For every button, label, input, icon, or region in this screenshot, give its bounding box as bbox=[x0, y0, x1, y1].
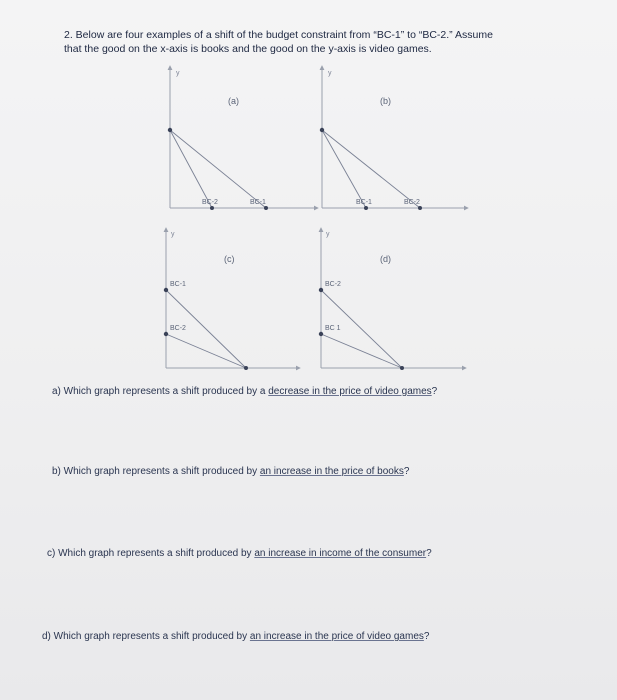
graph-a bbox=[168, 66, 318, 210]
graph-b-point-outer bbox=[418, 206, 422, 210]
graph-b-point-inner bbox=[364, 206, 368, 210]
graph-d-line-label-1: BC-2 bbox=[325, 281, 341, 288]
question-b-post: ? bbox=[403, 466, 410, 477]
graph-b-y-label: y bbox=[328, 70, 332, 77]
graph-d-point-bc1 bbox=[319, 332, 323, 336]
graph-c-panel-label: (c) bbox=[224, 254, 235, 264]
graph-b bbox=[320, 66, 468, 210]
graph-c-y-label: y bbox=[171, 231, 175, 238]
question-c-post: ? bbox=[426, 548, 432, 559]
graph-c bbox=[164, 228, 300, 370]
question-d-underlined: an increase in the price of video games bbox=[249, 631, 424, 642]
graph-c-line-label-2: BC-2 bbox=[170, 325, 186, 332]
question-c-underlined: an increase in income of the consumer bbox=[254, 548, 427, 559]
graph-a-bc-outer bbox=[170, 130, 266, 208]
graph-c-point-x bbox=[244, 366, 248, 370]
graph-b-bc-inner bbox=[322, 130, 366, 208]
question-b bbox=[52, 466, 409, 477]
graph-c-line-label-1: BC-1 bbox=[170, 281, 186, 288]
graph-d-point-x bbox=[400, 366, 404, 370]
graph-d-line-label-2: BC 1 bbox=[325, 325, 341, 332]
graph-b-bc-outer bbox=[322, 130, 420, 208]
graph-c-point-bc1 bbox=[164, 288, 168, 292]
graph-a-line-label-2: BC-1 bbox=[250, 199, 266, 206]
graph-b-panel-label: (b) bbox=[380, 96, 391, 106]
graph-d-point-bc2 bbox=[319, 288, 323, 292]
graph-b-point-top bbox=[320, 128, 324, 132]
graph-d-y-label: y bbox=[326, 231, 330, 238]
question-b-pre: b) Which graph represents a shift produced by bbox=[52, 466, 260, 477]
question-d bbox=[42, 631, 429, 642]
graph-a-line-label-1: BC-2 bbox=[202, 199, 218, 206]
graph-b-line-label-2: BC-2 bbox=[404, 199, 420, 206]
question-a-underlined: decrease in the price of video games bbox=[268, 386, 432, 397]
graph-d-bc-1 bbox=[321, 334, 402, 368]
graph-a-point-inner bbox=[210, 206, 214, 210]
graph-c-bc-2 bbox=[166, 334, 246, 368]
graph-a-y-label: y bbox=[176, 70, 180, 77]
question-c bbox=[47, 548, 432, 559]
graph-d-panel-label: (d) bbox=[380, 254, 391, 264]
graph-b-line-label-1: BC-1 bbox=[356, 199, 372, 206]
graph-c-point-bc2 bbox=[164, 332, 168, 336]
graph-d bbox=[319, 228, 466, 370]
question-a bbox=[52, 386, 437, 397]
graph-a-bc-inner bbox=[170, 130, 212, 208]
question-line-1: 2. Below are four examples of a shift of the budget constraint from “BC-1” to “BC-2.” Assume bbox=[64, 29, 493, 41]
question-c-pre: c) Which graph represents a shift produced by bbox=[47, 548, 255, 559]
question-d-pre: d) Which graph represents a shift produced by bbox=[42, 631, 250, 642]
question-a-pre: a) Which graph represents a shift produced by a bbox=[52, 386, 269, 397]
question-b-underlined: an increase in the price of books bbox=[259, 466, 404, 477]
question-line-2: that the good on the x-axis is books and the good on the y-axis is video games. bbox=[64, 43, 432, 55]
question-d-post: ? bbox=[423, 631, 430, 642]
question-a-post: ? bbox=[431, 386, 438, 397]
graph-a-panel-label: (a) bbox=[228, 96, 239, 106]
graph-a-point-outer bbox=[264, 206, 268, 210]
graph-a-point-top bbox=[168, 128, 172, 132]
